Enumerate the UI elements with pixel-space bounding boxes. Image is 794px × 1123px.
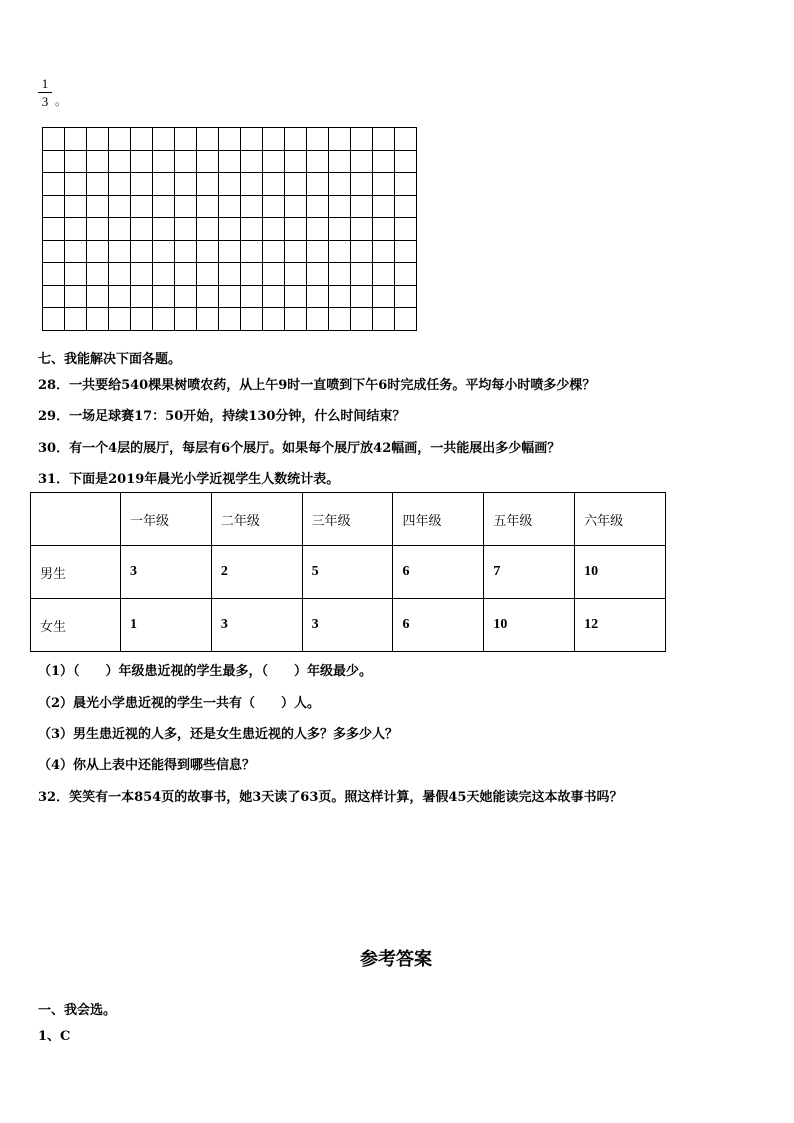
table-header-cell: 一年级: [121, 493, 212, 546]
grid-cell: [351, 195, 373, 218]
grid-cell: [131, 173, 153, 196]
grid-cell: [263, 263, 285, 286]
grid-row: [43, 173, 417, 196]
fraction-punct: 。: [55, 94, 68, 108]
grid-cell: [43, 263, 65, 286]
answer-1: 1、C: [38, 1029, 71, 1044]
grid-cell: [175, 173, 197, 196]
table-header-cell: 三年级: [302, 493, 393, 546]
question-32: 32．笑笑有一本854页的故事书，她3天读了63页。照这样计算，暑假45天她能读完这本故事书吗？: [38, 790, 623, 805]
grid-cell: [43, 240, 65, 263]
grid-cell: [263, 195, 285, 218]
grid-cell: [43, 173, 65, 196]
grid-cell: [351, 150, 373, 173]
table-header-cell: 四年级: [393, 493, 484, 546]
grid-cell: [109, 173, 131, 196]
grid-cell: [153, 195, 175, 218]
table-cell: 3: [211, 599, 302, 652]
table-cell: 1: [121, 599, 212, 652]
grid-cell: [329, 195, 351, 218]
grid-cell: [153, 128, 175, 151]
grid-cell: [307, 218, 329, 241]
table-row-girls: [31, 599, 666, 652]
grid-cell: [307, 240, 329, 263]
table-cell: 6: [393, 546, 484, 599]
grid-row: [43, 218, 417, 241]
grid-cell: [351, 308, 373, 331]
answers-title: 参考答案: [360, 949, 432, 970]
subquestion-4: （4）你从上表中还能得到哪些信息？: [38, 758, 256, 773]
grid-cell: [87, 240, 109, 263]
grid-cell: [219, 263, 241, 286]
grid-row: [43, 128, 417, 151]
grid-cell: [241, 240, 263, 263]
grid-row: [43, 195, 417, 218]
grid-cell: [307, 263, 329, 286]
table-cell: 12: [575, 599, 666, 652]
grid-cell: [263, 240, 285, 263]
grid-cell: [395, 308, 417, 331]
table-header-row: [31, 493, 666, 546]
grid-cell: [329, 308, 351, 331]
question-30: 30．有一个4层的展厅，每层有6个展厅。如果每个展厅放42幅画，一共能展出多少幅画？: [38, 441, 561, 456]
grid-cell: [153, 218, 175, 241]
grid-cell: [241, 263, 263, 286]
grid-cell: [43, 128, 65, 151]
grid-cell: [395, 173, 417, 196]
subquestion-2: （2）晨光小学患近视的学生一共有（ ）人。: [38, 696, 321, 711]
question-28: 28．一共要给540棵果树喷农药，从上午9时一直喷到下午6时完成任务。平均每小时喷多少棵？: [38, 378, 596, 393]
table-cell: 10: [575, 546, 666, 599]
grid-cell: [43, 150, 65, 173]
grid-cell: [241, 128, 263, 151]
grid-cell: [109, 285, 131, 308]
grid-cell: [65, 285, 87, 308]
section-7-heading: 七、我能解决下面各题。: [38, 352, 182, 367]
grid-cell: [131, 150, 153, 173]
question-29: 29．一场足球赛17：50开始，持续130分钟，什么时间结束？: [38, 409, 406, 424]
grid-cell: [109, 263, 131, 286]
grid-cell: [153, 263, 175, 286]
grid-cell: [131, 218, 153, 241]
grid-cell: [241, 173, 263, 196]
grid-cell: [263, 218, 285, 241]
grid-cell: [175, 218, 197, 241]
grid-cell: [197, 285, 219, 308]
grid-cell: [175, 150, 197, 173]
grid-cell: [87, 308, 109, 331]
grid-cell: [329, 285, 351, 308]
grid-cell: [395, 128, 417, 151]
grid-cell: [395, 218, 417, 241]
grid-cell: [285, 263, 307, 286]
grid-cell: [43, 285, 65, 308]
grid-cell: [131, 195, 153, 218]
grid-cell: [197, 128, 219, 151]
grid-cell: [43, 195, 65, 218]
myopia-stats-table: [30, 492, 666, 652]
grid-row: [43, 308, 417, 331]
grid-cell: [87, 285, 109, 308]
grid-cell: [285, 240, 307, 263]
grid-cell: [351, 285, 373, 308]
subquestion-3: （3）男生患近视的人多，还是女生患近视的人多？多多少人？: [38, 727, 399, 742]
grid-cell: [197, 150, 219, 173]
grid-cell: [65, 263, 87, 286]
grid-cell: [131, 263, 153, 286]
table-header-cell: 五年级: [484, 493, 575, 546]
grid-cell: [373, 308, 395, 331]
grid-cell: [241, 150, 263, 173]
grid-cell: [87, 263, 109, 286]
grid-cell: [65, 173, 87, 196]
grid-cell: [373, 195, 395, 218]
grid-cell: [87, 128, 109, 151]
grid-cell: [263, 308, 285, 331]
grid-cell: [43, 218, 65, 241]
subquestion-1: （1）（ ）年级患近视的学生最多，（ ）年级最少。: [38, 664, 373, 679]
grid-cell: [241, 218, 263, 241]
grid-row: [43, 240, 417, 263]
grid-cell: [307, 150, 329, 173]
grid-cell: [153, 308, 175, 331]
grid-cell: [65, 218, 87, 241]
grid-cell: [285, 128, 307, 151]
grid-cell: [175, 240, 197, 263]
table-cell: 2: [211, 546, 302, 599]
grid-cell: [395, 240, 417, 263]
grid-cell: [65, 240, 87, 263]
grid-cell: [263, 285, 285, 308]
grid-cell: [329, 263, 351, 286]
grid-cell: [373, 240, 395, 263]
grid-cell: [373, 173, 395, 196]
grid-cell: [65, 128, 87, 151]
grid-cell: [307, 308, 329, 331]
grid-cell: [197, 195, 219, 218]
grid-row: [43, 285, 417, 308]
grid-cell: [131, 285, 153, 308]
grid-cell: [373, 263, 395, 286]
table-header-cell: 六年级: [575, 493, 666, 546]
grid-cell: [197, 263, 219, 286]
grid-cell: [373, 285, 395, 308]
answers-section-1: 一、我会选。: [38, 1003, 117, 1018]
fraction-bar: [38, 92, 52, 93]
grid-cell: [241, 285, 263, 308]
table-header-cell: 二年级: [211, 493, 302, 546]
fraction: [38, 76, 52, 109]
grid-cell: [307, 195, 329, 218]
grid-cell: [87, 173, 109, 196]
row-label: 男生: [31, 546, 121, 599]
table-cell: 3: [302, 599, 393, 652]
grid-cell: [87, 195, 109, 218]
table-cell: 7: [484, 546, 575, 599]
grid-cell: [351, 218, 373, 241]
table-row-boys: [31, 546, 666, 599]
fraction-denominator: 3: [41, 94, 49, 109]
grid-cell: [153, 150, 175, 173]
grid-cell: [263, 128, 285, 151]
grid-cell: [285, 195, 307, 218]
grid-cell: [373, 150, 395, 173]
grid-cell: [219, 240, 241, 263]
grid-cell: [285, 218, 307, 241]
grid-cell: [263, 150, 285, 173]
grid-cell: [153, 173, 175, 196]
table-cell: 3: [121, 546, 212, 599]
grid-cell: [329, 128, 351, 151]
grid-cell: [131, 308, 153, 331]
grid-cell: [329, 218, 351, 241]
grid-cell: [219, 128, 241, 151]
grid-cell: [395, 285, 417, 308]
table-header-cell: [31, 493, 121, 546]
grid-cell: [219, 195, 241, 218]
grid-cell: [285, 173, 307, 196]
grid-cell: [241, 195, 263, 218]
grid-cell: [285, 150, 307, 173]
grid-cell: [351, 128, 373, 151]
grid-cell: [219, 150, 241, 173]
grid-cell: [241, 308, 263, 331]
row-label: 女生: [31, 599, 121, 652]
grid-cell: [263, 173, 285, 196]
table-cell: 5: [302, 546, 393, 599]
grid-cell: [65, 195, 87, 218]
grid-cell: [131, 128, 153, 151]
grid-cell: [219, 218, 241, 241]
fraction-numerator: 1: [41, 76, 49, 91]
grid-cell: [197, 240, 219, 263]
grid-cell: [43, 308, 65, 331]
grid-cell: [87, 218, 109, 241]
grid-cell: [307, 285, 329, 308]
grid-cell: [153, 240, 175, 263]
grid-cell: [307, 128, 329, 151]
grid-cell: [219, 308, 241, 331]
grid-cell: [285, 308, 307, 331]
grid-cell: [197, 308, 219, 331]
grid-cell: [175, 263, 197, 286]
grid-cell: [329, 173, 351, 196]
grid-cell: [197, 218, 219, 241]
grid-cell: [329, 240, 351, 263]
grid-cell: [373, 128, 395, 151]
grid-cell: [175, 128, 197, 151]
grid-cell: [175, 195, 197, 218]
grid-cell: [351, 173, 373, 196]
question-31: 31．下面是2019年晨光小学近视学生人数统计表。: [38, 472, 340, 487]
table-cell: 6: [393, 599, 484, 652]
grid-cell: [131, 240, 153, 263]
grid-cell: [285, 285, 307, 308]
grid-cell: [373, 218, 395, 241]
grid-cell: [351, 263, 373, 286]
grid-cell: [395, 150, 417, 173]
grid-cell: [65, 308, 87, 331]
grid-cell: [219, 285, 241, 308]
grid-cell: [65, 150, 87, 173]
grid-cell: [395, 195, 417, 218]
grid-cell: [109, 195, 131, 218]
grid-cell: [153, 285, 175, 308]
grid-cell: [109, 218, 131, 241]
grid-cell: [219, 173, 241, 196]
grid-cell: [109, 308, 131, 331]
table-cell: 10: [484, 599, 575, 652]
square-grid: [42, 127, 417, 331]
grid-cell: [307, 173, 329, 196]
grid-row: [43, 150, 417, 173]
grid-cell: [109, 240, 131, 263]
grid-cell: [395, 263, 417, 286]
grid-cell: [109, 128, 131, 151]
grid-cell: [329, 150, 351, 173]
grid-row: [43, 263, 417, 286]
grid-cell: [175, 308, 197, 331]
grid-cell: [87, 150, 109, 173]
grid-cell: [351, 240, 373, 263]
grid-cell: [109, 150, 131, 173]
grid-cell: [197, 173, 219, 196]
grid-cell: [175, 285, 197, 308]
